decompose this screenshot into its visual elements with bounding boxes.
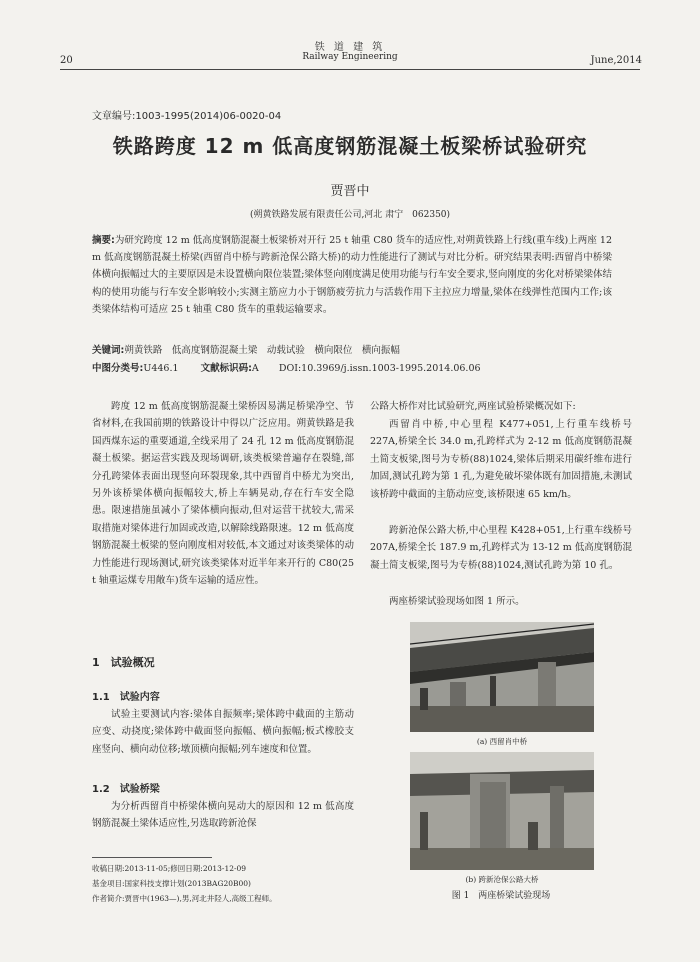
photo-xincangbao-bridge bbox=[410, 752, 594, 870]
section-1-heading: 1 试验概况 bbox=[92, 656, 155, 669]
page-number: 20 bbox=[60, 55, 73, 66]
paper-title: 铁路跨度 12 m 低高度钢筋混凝土板梁桥试验研究 bbox=[112, 134, 588, 158]
photo-xiliuxiao-bridge bbox=[410, 622, 594, 732]
clc-label: 中图分类号: bbox=[92, 363, 144, 374]
doc-code-label: 文献标识码: bbox=[200, 363, 252, 374]
photo-a-caption: (a) 西留肖中桥 bbox=[476, 737, 528, 746]
footnote-rule bbox=[92, 857, 212, 858]
issue-date: June,2014 bbox=[590, 55, 642, 66]
journal-name-cn: 铁 道 建 筑 bbox=[314, 42, 386, 53]
doi: DOI:10.3969/j.issn.1003-1995.2014.06.06 bbox=[278, 363, 481, 374]
abstract bbox=[92, 232, 612, 318]
keywords-label: 关键词: bbox=[92, 345, 125, 356]
right-paragraph-3: 跨新沧保公路大桥,中心里程 K428+051,上行重车线桥号 207A,桥梁全长 187.9 m,孔跨样式为 13-12 m 低高度钢筋混凝土简支板梁,图号为专桥(88)1024,测试孔跨为第 10 孔。 bbox=[370, 525, 632, 571]
doc-code-value: A bbox=[251, 363, 259, 374]
photo-b-caption: (b) 跨新沧保公路大桥 bbox=[465, 875, 539, 884]
right-paragraph-2: 西留肖中桥,中心里程 K477+051,上行重车线桥号 227A,桥梁全长 34.0 m,孔跨样式为 2-12 m 低高度钢筋混凝土简支板梁,图号为专桥(88)1024,梁体后期采用碳纤维布进行加固,测试孔跨为第 1 孔,为避免破坏梁体既有加固措施,未测试该桥跨中截面的主筋动应变,该桥限速 65 km/h。 bbox=[370, 419, 632, 500]
article-number: 文章编号:1003-1995(2014)06-0020-04 bbox=[92, 111, 282, 122]
author-name: 贾晋中 bbox=[330, 184, 370, 199]
footnote-author-bio: 作者简介:贾晋中(1963—),男,河北井陉人,高级工程师。 bbox=[92, 894, 277, 903]
section-1-2-heading: 1.2 试验桥梁 bbox=[92, 784, 160, 795]
keywords bbox=[92, 342, 612, 356]
footnote-received: 收稿日期:2013-11-05;修回日期:2013-12-09 bbox=[92, 864, 247, 873]
abstract-label: 摘要: bbox=[92, 235, 115, 246]
intro-paragraph: 跨度 12 m 低高度钢筋混凝土梁桥因易满足桥梁净空、节省材料,在我国前期的铁路设计中得以广泛应用。朔黄铁路是我国西煤东运的重要通道,全线采用了 24 孔 12 m 低高度钢筋混凝土板梁。据运营实践及现场调研,该类板梁普遍存在裂缝,部分孔跨梁体表面出现竖向环裂现象,其中西留肖中桥尤为突出,另外该桥梁体横向振幅较大,桥上车辆晃动,存在行车安全隐患。限速措施虽减小了梁体横向振动,但对运营干扰较大,需采取措施对梁体进行加固或改造,以解除线路限速。12 m 低高度钢筋混凝土板梁的竖向刚度相对较低,本文通过对该类梁体的动力性能进行现场测试,研究该类梁体对近半年来开行的 C80(25 t 轴重运煤专用敞车)货车运输的适应性。 bbox=[92, 401, 354, 587]
classification-line bbox=[92, 360, 612, 374]
section-1-1-heading: 1.1 试验内容 bbox=[92, 692, 160, 703]
header-rule bbox=[60, 69, 640, 70]
clc-value: U446.1 bbox=[143, 363, 179, 374]
section-1-1-text: 试验主要测试内容:梁体自振频率;梁体跨中截面的主筋动应变、动挠度;梁体跨中截面竖向振幅、横向振幅;板式橡胶支座竖向、横向动位移;墩顶横向振幅;列车速度和位置。 bbox=[92, 709, 354, 755]
affiliation: (朔黄铁路发展有限责任公司,河北 肃宁 062350) bbox=[249, 210, 451, 220]
right-paragraph-1: 公路大桥作对比试验研究,两座试验桥梁概况如下: bbox=[370, 401, 576, 412]
footnote-fund: 基金项目:国家科技支撑计划(2013BAG20B00) bbox=[92, 879, 251, 888]
journal-name-en: Railway Engineering bbox=[302, 52, 398, 62]
keywords-text: 朔黄铁路 低高度钢筋混凝土梁 动载试验 横向限位 横向振幅 bbox=[124, 345, 400, 356]
section-1-2-text: 为分析西留肖中桥梁体横向晃动大的原因和 12 m 低高度钢筋混凝土梁体适应性,另选取跨新沧保 bbox=[92, 801, 354, 830]
figure-caption: 图 1 两座桥梁试验现场 bbox=[451, 891, 551, 901]
abstract-text: 为研究跨度 12 m 低高度钢筋混凝土板梁桥对开行 25 t 轴重 C80 货车的适应性,对朔黄铁路上行线(重车线)上两座 12 m 低高度钢筋混凝土桥梁(西留肖中桥与跨新沧保公路大桥)的动力性能进行了测试与对比分析。研究结果表明:西留肖中桥梁体横向振幅过大的主要原因是未设置横向限位装置;梁体竖向刚度满足使用功能与行车安全要求,竖向刚度的劣化对桥梁梁体结构的使用功能与行车安全影响较小;实测主筋应力小于钢筋疲劳抗力与活载作用下主拉应力增量,梁体在线弹性范围内工作;该类梁体结构可适应 25 t 轴重 C80 货车的重载运输要求。 bbox=[92, 235, 612, 315]
right-paragraph-4: 两座桥梁试验现场如图 1 所示。 bbox=[389, 596, 525, 607]
